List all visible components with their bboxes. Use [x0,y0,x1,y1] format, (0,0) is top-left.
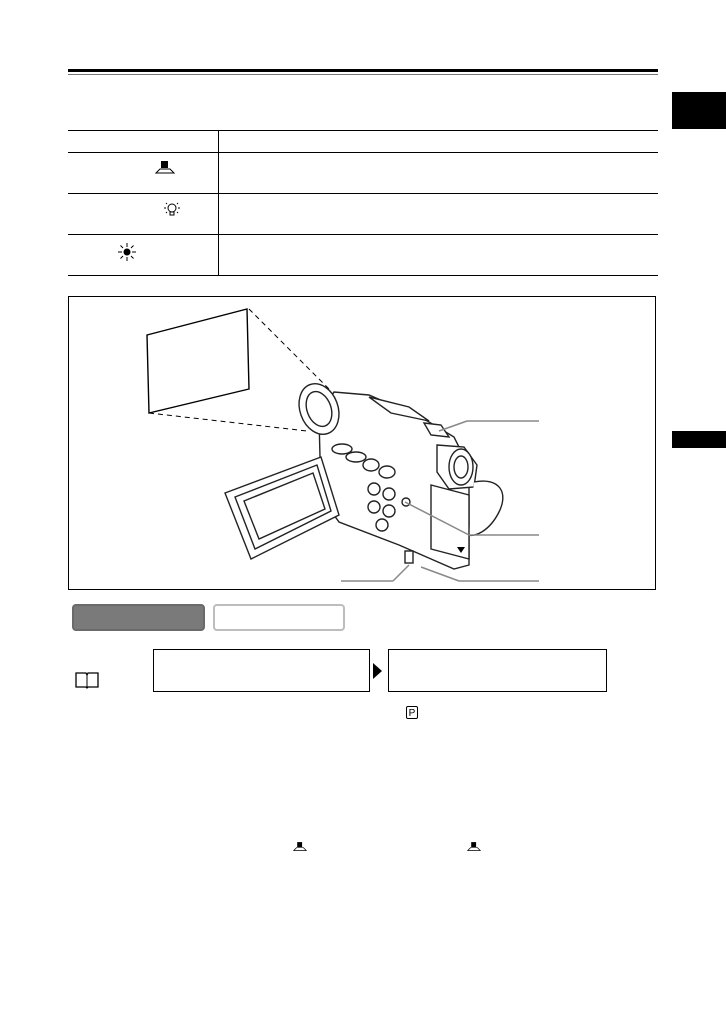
table-header-cell-1 [68,131,219,153]
top-rule-thin [68,74,658,75]
callout-line-4b [393,565,409,581]
top-rule [68,69,658,72]
lcd-panel [225,457,339,559]
camcorder-figure [68,296,656,590]
table-cell-mode [68,153,219,194]
table-header-row [68,131,658,153]
callout-line-1 [439,421,467,431]
sight-line-bottom [149,413,307,431]
book-icon [74,671,100,689]
white-target-sheet [147,309,249,413]
menu-path-box-1 [153,649,370,692]
shade-preset-icon [155,161,175,175]
section-tab [672,431,726,448]
table-cell-desc [219,194,659,235]
menu-path-arrow [373,663,382,679]
outdoor-sun-icon [118,243,136,261]
table-cell-desc [219,235,659,276]
table-header-cell-2 [219,131,659,153]
program-mode-icon: P [406,706,418,719]
shade-preset-icon [467,842,481,852]
table-cell-mode [68,235,219,276]
mode-button-active[interactable] [72,604,205,631]
table-row [68,153,658,194]
menu-path-box-2 [388,649,607,692]
table-cell-mode [68,194,219,235]
white-balance-table [68,130,658,276]
mode-button-inactive[interactable] [213,604,345,631]
sight-line-top [249,309,331,391]
camcorder-illustration [69,297,657,591]
indoor-bulb-icon [162,202,182,218]
chapter-tab [672,92,726,129]
table-row [68,235,658,276]
shade-preset-icon [293,842,307,852]
table-cell-desc [219,153,659,194]
table-row [68,194,658,235]
